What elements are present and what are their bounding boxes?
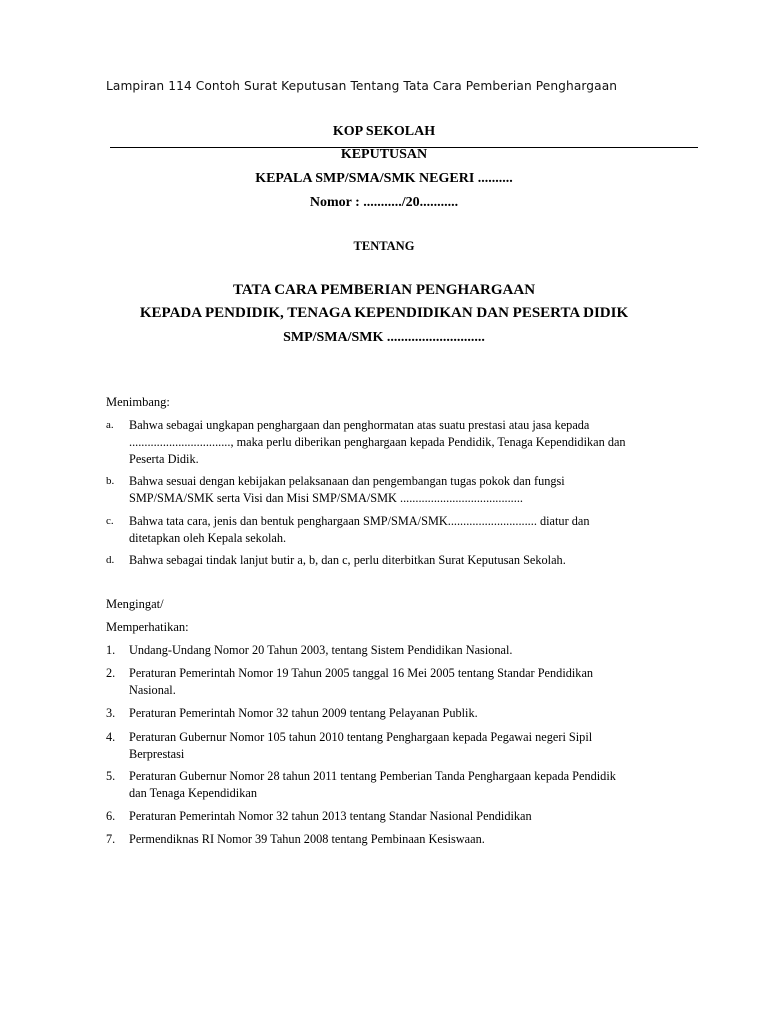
title-line-2: KEPADA PENDIDIK, TENAGA KEPENDIDIKAN DAN PESERTA DIDIK (139, 305, 629, 321)
mengingat-item-line: Peraturan Pemerintah Nomor 19 Tahun 2005 tanggal 16 Mei 2005 tentang Standar Pendidikan (129, 666, 594, 680)
menimbang-item-line: Bahwa sebagai ungkapan penghargaan dan penghormatan atas suatu prestasi atau jasa kepada (129, 418, 590, 432)
mengingat-item-text (129, 729, 696, 763)
menimbang-item-marker: b. (106, 475, 115, 487)
document-caption: Lampiran 114 Contoh Surat Keputusan Tentang Tata Cara Pemberian Penghargaan (106, 79, 618, 93)
mengingat-item-line: dan Tenaga Kependidikan (129, 786, 257, 800)
menimbang-item-text (129, 473, 696, 507)
kop-sekolah: KOP SEKOLAH (332, 124, 436, 139)
mengingat-item-text (129, 665, 696, 699)
mengingat-item-text (129, 642, 696, 659)
mengingat-item-marker: 1. (106, 643, 116, 657)
mengingat-item-line: Peraturan Pemerintah Nomor 32 tahun 2009 tentang Pelayanan Publik. (129, 706, 478, 720)
mengingat-item-line: Berprestasi (129, 747, 185, 761)
menimbang-item-text (129, 552, 696, 569)
mengingat-item-marker: 7. (106, 832, 116, 846)
mengingat-label: Mengingat/ (106, 597, 164, 611)
menimbang-item-line: SMP/SMA/SMK serta Visi dan Misi SMP/SMA/SMK ........................................ (129, 491, 523, 505)
mengingat-item-marker: 3. (106, 706, 116, 720)
mengingat-item-line: Peraturan Pemerintah Nomor 32 tahun 2013 tentang Standar Nasional Pendidikan (129, 809, 532, 823)
mengingat-item-text (129, 831, 696, 848)
memperhatikan-label: Memperhatikan: (106, 620, 189, 634)
menimbang-item-marker: c. (106, 515, 114, 527)
mengingat-item-marker: 2. (106, 666, 116, 680)
mengingat-item-line: Permendiknas RI Nomor 39 Tahun 2008 tentang Pembinaan Kesiswaan. (129, 832, 485, 846)
nomor-line: Nomor : .........../20........... (309, 195, 459, 210)
mengingat-item-text (129, 705, 696, 722)
mengingat-item-line: Undang-Undang Nomor 20 Tahun 2003, tentang Sistem Pendidikan Nasional. (129, 643, 513, 657)
mengingat-item-marker: 6. (106, 809, 116, 823)
menimbang-label: Menimbang: (106, 395, 170, 409)
menimbang-item-marker: a. (106, 419, 114, 431)
menimbang-item-text (129, 417, 696, 468)
mengingat-item-text (129, 768, 696, 802)
mengingat-item-marker: 4. (106, 730, 116, 744)
kepala-sekolah-line: KEPALA SMP/SMA/SMK NEGERI .......... (255, 171, 513, 186)
mengingat-item-line: Nasional. (129, 683, 176, 697)
title-line-3: SMP/SMA/SMK ............................ (283, 330, 485, 345)
menimbang-item-line: ditetapkan oleh Kepala sekolah. (129, 531, 287, 545)
mengingat-item-marker: 5. (106, 769, 116, 783)
menimbang-item-line: Bahwa tata cara, jenis dan bentuk penghargaan SMP/SMA/SMK............................. diatur dan (129, 514, 590, 528)
menimbang-item-line: Bahwa sesuai dengan kebijakan pelaksanaan dan pengembangan tugas pokok dan fungsi (129, 474, 565, 488)
mengingat-item-line: Peraturan Gubernur Nomor 105 tahun 2010 tentang Penghargaan kepada Pegawai negeri Sipil (129, 730, 593, 744)
mengingat-item-line: Peraturan Gubernur Nomor 28 tahun 2011 tentang Pemberian Tanda Penghargaan kepada Pendidik (129, 769, 616, 783)
tentang-heading: TENTANG (353, 239, 415, 253)
menimbang-item-line: ................................., maka perlu diberikan penghargaan kepada Pendidik, Tenaga Kependidikan dan (129, 435, 626, 449)
menimbang-item-marker: d. (106, 554, 115, 566)
mengingat-item-text (129, 808, 696, 825)
menimbang-item-line: Peserta Didik. (129, 452, 199, 466)
keputusan-heading: KEPUTUSAN (340, 147, 428, 162)
menimbang-item-line: Bahwa sebagai tindak lanjut butir a, b, dan c, perlu diterbitkan Surat Keputusan Sekolah. (129, 553, 566, 567)
title-line-1: TATA CARA PEMBERIAN PENGHARGAAN (232, 282, 536, 298)
menimbang-item-text (129, 513, 696, 547)
